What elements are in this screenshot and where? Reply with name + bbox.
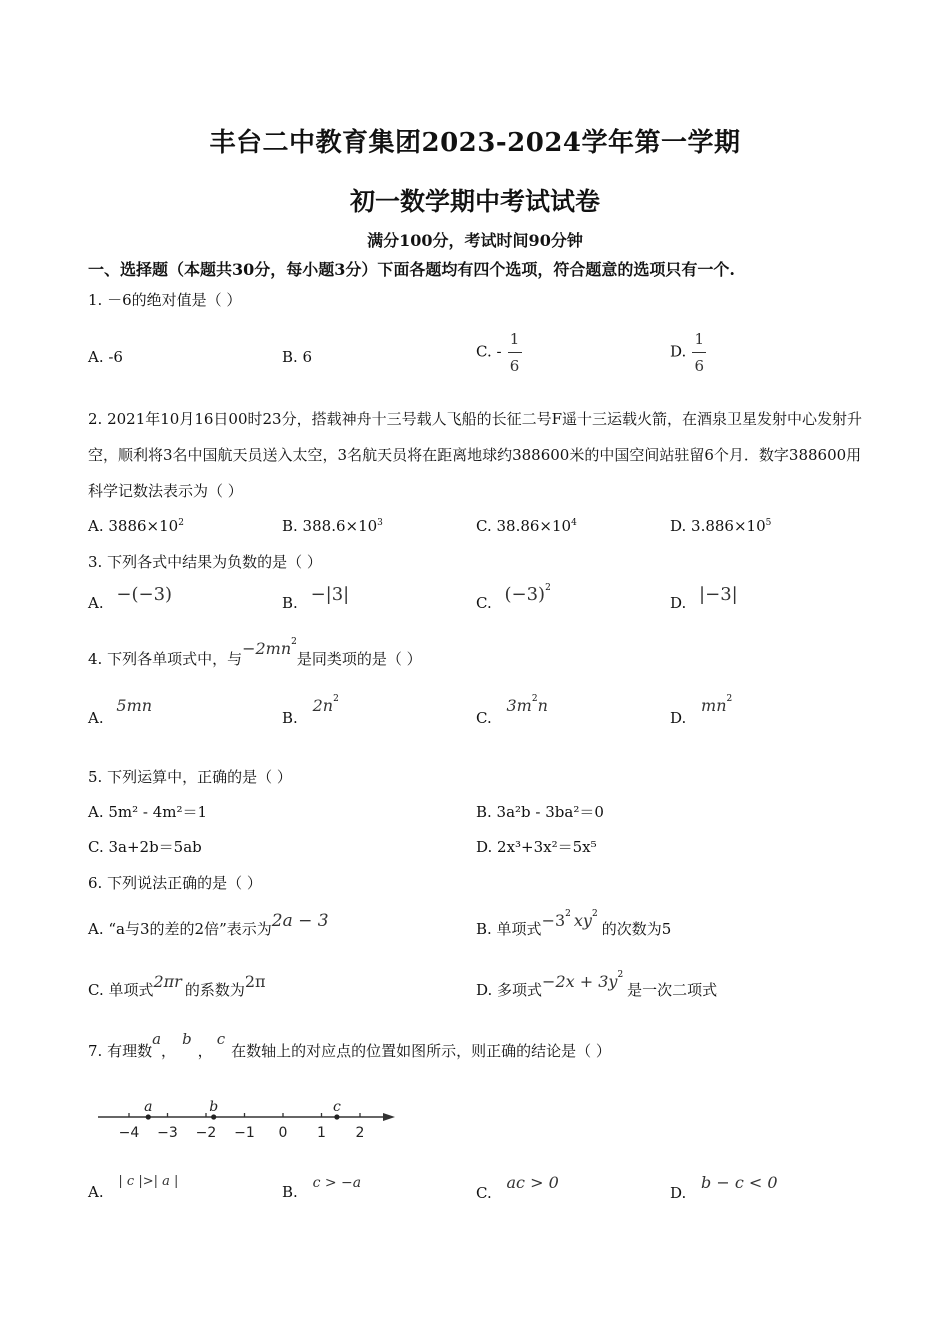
- q3-option-c-math: (−3): [504, 584, 546, 605]
- q5-option-a: A. 5m² - 4m²＝1: [88, 803, 208, 821]
- q7-var-a: a: [152, 1030, 162, 1048]
- q7-stem-post: 在数轴上的对应点的位置如图所示，则正确的结论是（ ）: [231, 1042, 611, 1060]
- q4-option-c-label: C.: [476, 709, 492, 727]
- q7-sep-1: ，: [161, 1042, 177, 1060]
- number-line-point-label-b: b: [209, 1099, 219, 1115]
- q7-stem-pre: 7. 有理数: [88, 1042, 153, 1060]
- q4-option-d-math: mn: [701, 696, 727, 715]
- number-line-point-b: [211, 1114, 216, 1119]
- q1-c-numerator: 1: [509, 330, 520, 348]
- q3-option-d-label: D.: [670, 594, 687, 612]
- question-3-stem: 3. 下列各式中结果为负数的是（ ）: [88, 553, 322, 571]
- exam-subtitle: 满分100分，考试时间90分钟: [367, 231, 583, 250]
- q2-option-d: [670, 517, 771, 535]
- question-7-stem: [88, 1030, 611, 1061]
- question-1-stem: 1. －6的绝对值是（ ）: [88, 291, 242, 309]
- q7-option-d: [670, 1173, 778, 1202]
- q4-option-c-exp: 2: [531, 694, 538, 704]
- q6-option-d-math: −2x + 3y: [542, 972, 618, 991]
- q6-option-d-post: 是一次二项式: [627, 981, 718, 999]
- number-line-tick-label: 0: [278, 1125, 288, 1141]
- q6-option-a-text: A. “a与3的差的2倍”表示为: [88, 920, 272, 938]
- q7-option-c-label: C.: [476, 1184, 492, 1202]
- q6-option-c-pre: C. 单项式: [88, 981, 154, 999]
- q7-option-c: [476, 1173, 559, 1202]
- q6-option-b-exp: 2: [565, 909, 571, 919]
- q4-stem-post: 是同类项的是（ ）: [296, 650, 422, 668]
- section-heading: 一、选择题（本题共30分，每小题3分）下面各题均有四个选项，符合题意的选项只有一个.: [88, 260, 735, 279]
- q7-var-b: b: [182, 1030, 192, 1048]
- q3-option-a-label: A.: [88, 594, 104, 612]
- q2-option-a-exp: 2: [178, 518, 184, 528]
- q6-option-b-math2: xy: [573, 911, 592, 930]
- q4-option-b-label: B.: [282, 709, 298, 727]
- q6-option-b-post: 的次数为5: [601, 920, 672, 938]
- question-4-stem: [88, 637, 422, 669]
- q7-option-a: [88, 1174, 179, 1201]
- number-line-tick-label: −1: [234, 1125, 255, 1141]
- number-line-tick-label: −4: [118, 1125, 140, 1141]
- question-3: [88, 544, 868, 580]
- q4-stem-pre: 4. 下列各单项式中，与: [88, 650, 243, 668]
- q5-option-c: C. 3a+2b＝5ab: [88, 838, 202, 856]
- q4-option-b: [282, 694, 339, 727]
- q6-option-a: [88, 911, 329, 939]
- q4-option-a-math: 5mn: [116, 696, 153, 715]
- number-line-tick-label: 2: [355, 1125, 365, 1141]
- q4-stem-exp: 2: [291, 637, 297, 647]
- q1-option-c-fraction: [508, 330, 522, 375]
- q2-option-c: [476, 517, 577, 535]
- number-line-figure: [95, 1095, 405, 1145]
- q7-option-b: [282, 1175, 362, 1201]
- q2-option-b-exp: 3: [377, 518, 383, 528]
- q6-option-d: [476, 970, 718, 1000]
- q6-option-c-math2: 2π: [244, 972, 266, 991]
- question-2-stem: 2. 2021年10月16日00时23分，搭载神舟十三号载人飞船的长征二号F遥十三运载火箭，在酒泉卫星发射中心发射升空，顺利将3名中国航天员送入太空，3名航天员将在距离地球约388600米的中国空间站驻留6个月．数字388600用科学记数法表示为（ ）: [88, 410, 863, 500]
- question-6-stem: 6. 下列说法正确的是（ ）: [88, 874, 262, 892]
- q3-option-d-math: |−3|: [699, 584, 738, 605]
- q7-option-b-label: B.: [282, 1183, 298, 1201]
- q4-option-c-math2: n: [537, 696, 548, 715]
- q3-option-d: [670, 584, 738, 613]
- question-2: [88, 401, 868, 509]
- q3-option-a: [88, 584, 173, 613]
- q4-option-d-exp: 2: [726, 694, 733, 704]
- exam-title-line2: 初一数学期中考试试卷: [349, 187, 600, 216]
- q2-option-c-text: C. 38.86×10: [476, 517, 572, 535]
- q2-option-b: [282, 517, 383, 535]
- q1-option-c-label: C. -: [476, 342, 502, 361]
- q5-option-d: D. 2x³+3x²＝5x⁵: [476, 838, 597, 856]
- q3-option-c-exp: 2: [545, 583, 551, 593]
- q4-option-c: [476, 694, 548, 727]
- q2-option-d-text: D. 3.886×10: [670, 517, 766, 535]
- q4-option-a: [88, 696, 153, 727]
- number-line-arrow: [383, 1113, 395, 1121]
- q3-option-a-math: −(−3): [116, 584, 173, 605]
- q3-option-b-math: −|3|: [310, 584, 350, 605]
- q1-d-numerator: 1: [694, 330, 705, 348]
- q1-option-b: B. 6: [282, 348, 313, 366]
- q2-option-a-text: A. 3886×10: [88, 517, 179, 535]
- question-1: [88, 282, 868, 318]
- q2-option-b-text: B. 388.6×10: [282, 517, 378, 535]
- q7-option-b-math: c > −a: [312, 1175, 362, 1191]
- q1-option-c: [476, 330, 522, 375]
- q6-option-b: [476, 909, 672, 939]
- q7-option-a-math: | c |>| a |: [118, 1174, 179, 1189]
- q1-d-denominator: 6: [694, 357, 705, 375]
- q6-option-d-exp: 2: [617, 970, 624, 980]
- q7-option-c-math: ac > 0: [506, 1173, 559, 1192]
- q6-option-d-pre: D. 多项式: [476, 981, 543, 999]
- q4-option-b-math: 2n: [312, 696, 334, 715]
- number-line-point-a: [146, 1114, 151, 1119]
- q1-option-a: A. -6: [88, 348, 123, 366]
- q5-option-b: B. 3a²b - 3ba²＝0: [476, 803, 604, 821]
- q1-c-denominator: 6: [509, 357, 520, 375]
- number-line-tick-label: −3: [157, 1125, 178, 1141]
- q7-option-a-label: A.: [88, 1183, 104, 1201]
- q3-option-c-label: C.: [476, 594, 492, 612]
- q7-var-c: c: [216, 1030, 226, 1048]
- q6-option-b-pre: B. 单项式: [476, 920, 542, 938]
- q6-option-c-math: 2πr: [153, 972, 182, 991]
- q4-option-a-label: A.: [88, 709, 104, 727]
- exam-title-line1: 丰台二中教育集团2023-2024学年第一学期: [209, 128, 741, 158]
- q1-option-d-fraction: [692, 330, 706, 375]
- q4-stem-math: −2mn: [242, 639, 292, 658]
- number-line-tick-label: −2: [195, 1125, 217, 1141]
- q4-option-d-label: D.: [670, 709, 687, 727]
- q4-option-d: [670, 694, 733, 727]
- number-line-point-label-a: a: [144, 1099, 153, 1115]
- q3-option-b-label: B.: [282, 594, 298, 612]
- q6-option-b-exp2: 2: [591, 909, 598, 919]
- q6-option-b-math: −3: [541, 911, 566, 930]
- q2-option-d-exp: 5: [765, 518, 772, 528]
- q4-option-c-math1: 3m: [506, 696, 532, 715]
- q7-option-d-math: b − c < 0: [701, 1173, 778, 1192]
- q1-option-d: [670, 330, 706, 375]
- q6-option-c: [88, 972, 266, 1000]
- q2-option-a: [88, 517, 184, 535]
- q2-option-c-exp: 4: [571, 518, 577, 528]
- q6-option-c-mid: 的系数为: [184, 981, 245, 999]
- q7-option-d-label: D.: [670, 1184, 687, 1202]
- q3-option-c: [476, 583, 551, 613]
- number-line-point-c: [334, 1114, 339, 1119]
- q7-sep-2: ，: [197, 1042, 213, 1060]
- q4-option-b-exp: 2: [333, 694, 339, 704]
- number-line-point-label-c: c: [332, 1099, 341, 1115]
- q3-option-b: [282, 584, 350, 613]
- question-5-stem: 5. 下列运算中，正确的是（ ）: [88, 768, 292, 786]
- q1-option-d-label: D.: [670, 342, 687, 361]
- number-line-tick-label: 1: [317, 1125, 326, 1141]
- q6-option-a-math: 2a − 3: [271, 911, 329, 931]
